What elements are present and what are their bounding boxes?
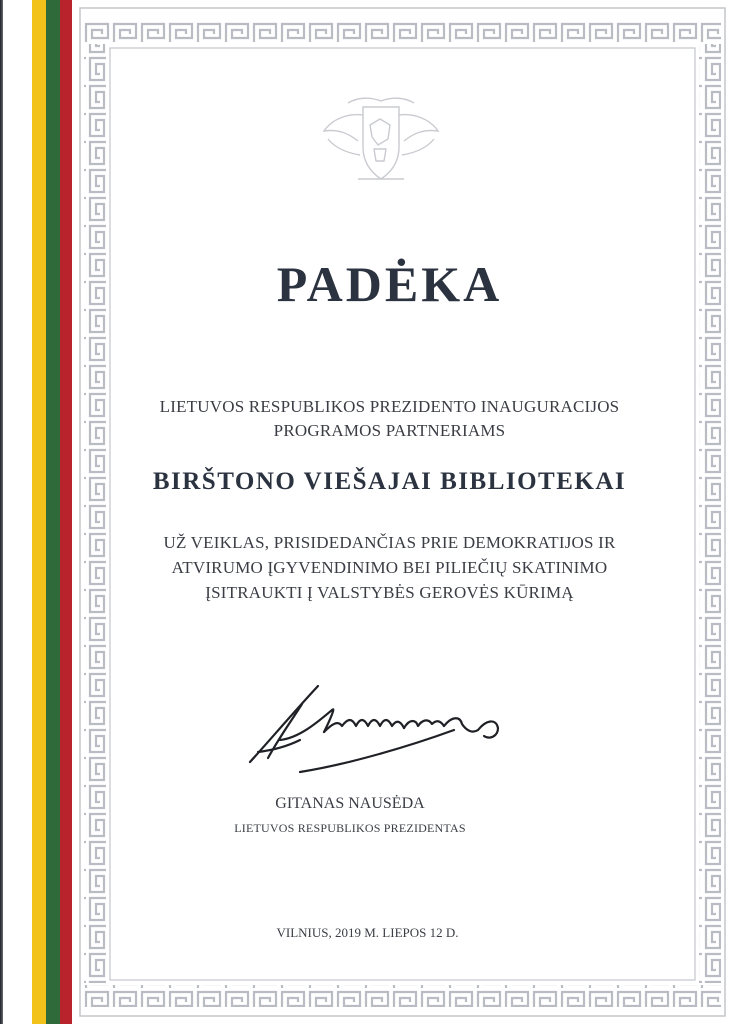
- subtitle-line: LIETUVOS RESPUBLIKOS PREZIDENTO INAUGURACIJOS: [159, 397, 620, 416]
- reason-line: UŽ VEIKLAS, PRISIDEDANČIAS PRIE DEMOKRATIJOS IR: [163, 533, 616, 552]
- certificate-subtitle: [100, 395, 679, 443]
- signer-title: LIETUVOS RESPUBLIKOS PREZIDENTAS: [234, 821, 466, 835]
- subtitle-line: PROGRAMOS PARTNERIAMS: [273, 421, 506, 440]
- signer-name: GITANAS NAUSĖDA: [275, 795, 425, 812]
- signature-icon: [240, 680, 510, 775]
- reason-line: ATVIRUMO ĮGYVENDINIMO BEI PILIEČIŲ SKATINIMO: [171, 558, 608, 577]
- award-reason: [100, 530, 679, 605]
- place-and-date: VILNIUS, 2019 M. LIEPOS 12 D.: [276, 925, 459, 940]
- coat-of-arms-icon: [318, 95, 444, 187]
- recipient-name: BIRŠTONO VIEŠAJAI BIBLIOTEKAI: [152, 468, 627, 495]
- reason-line: ĮSITRAUKTI Į VALSTYBĖS GEROVĖS KŪRIMĄ: [205, 583, 574, 602]
- certificate-title: PADĖKA: [276, 256, 503, 312]
